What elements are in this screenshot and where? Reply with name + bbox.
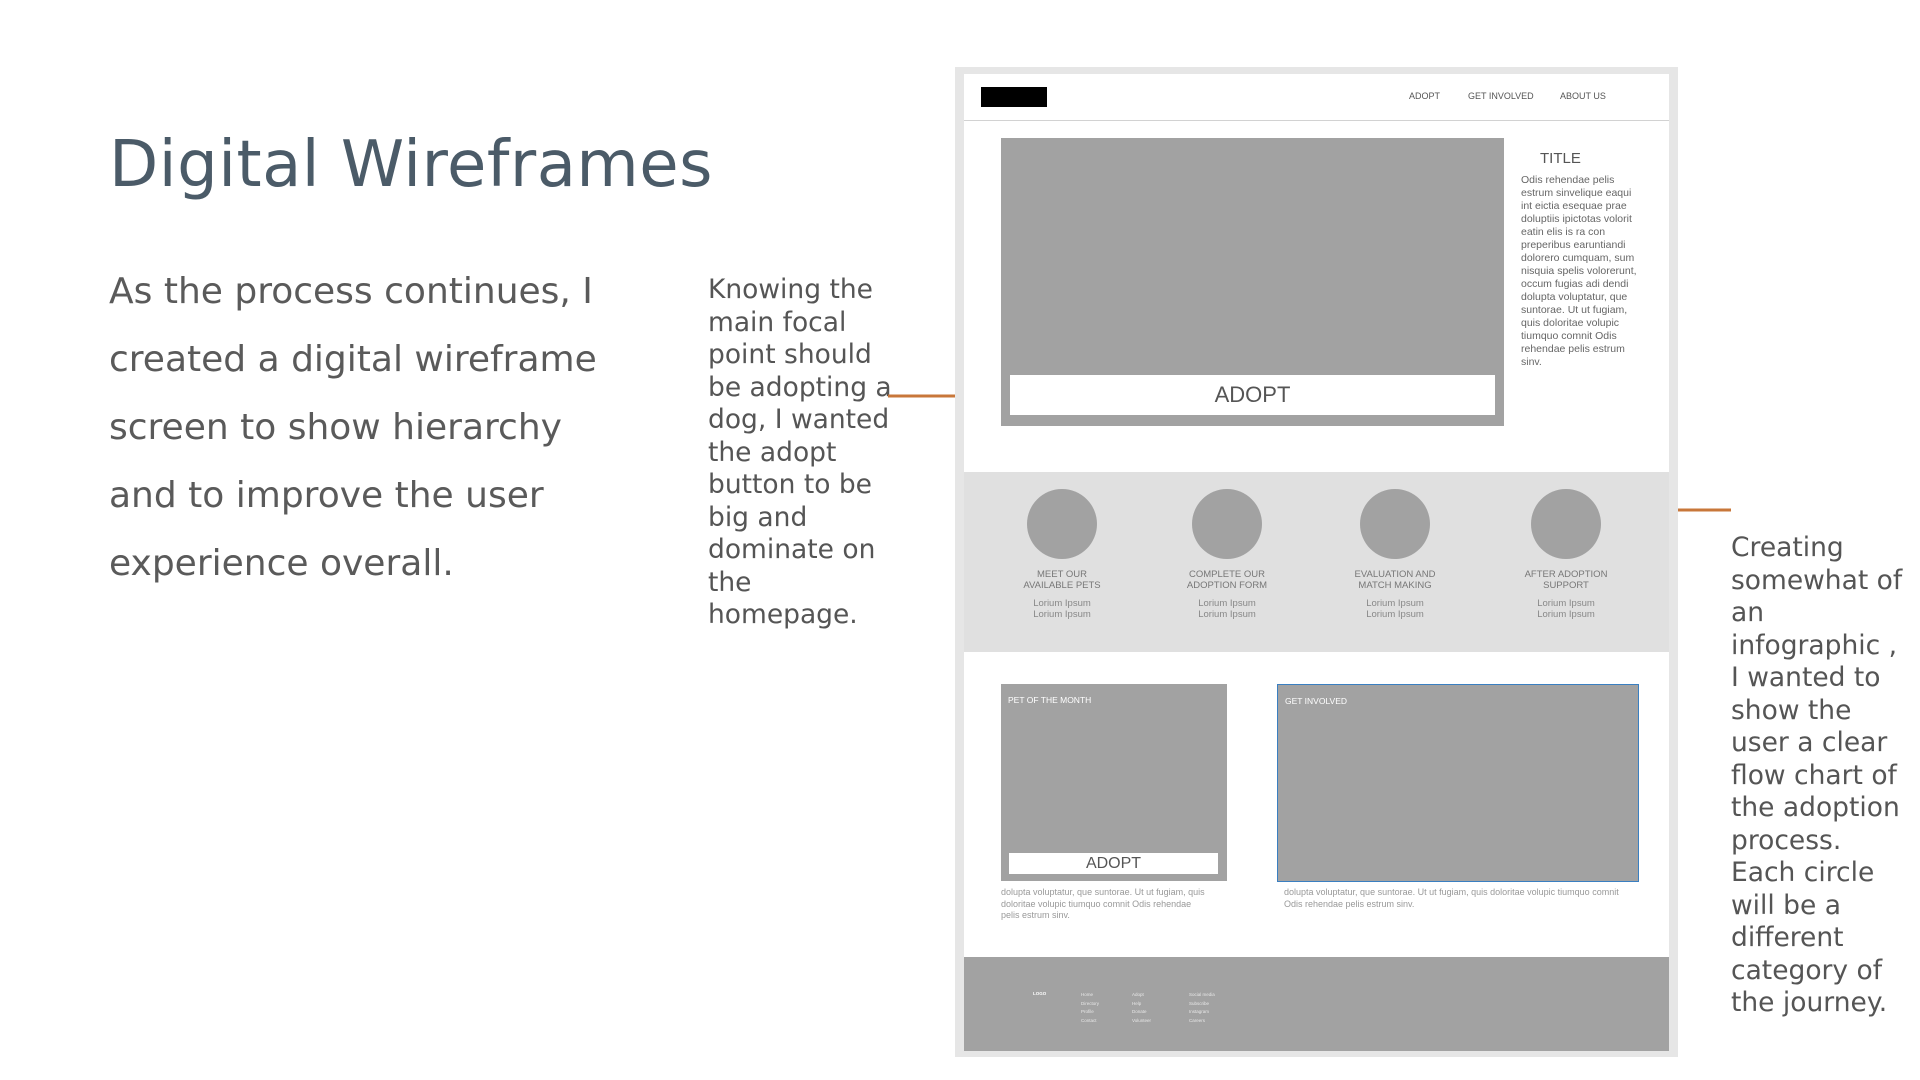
wf-footer-link: Instagram bbox=[1189, 1009, 1210, 1014]
wf-footer-col-1 bbox=[1081, 991, 1099, 1025]
wf-step-1 bbox=[997, 489, 1127, 620]
wf-step-text: Lorium Ipsum Lorium Ipsum bbox=[1198, 598, 1256, 620]
annotation-adopt-button: Knowing the main focal point should be adopting a dog, I wanted the adopt button to be big and dominate on the homepage. bbox=[708, 274, 892, 630]
wf-step-circle bbox=[1192, 489, 1262, 559]
wf-step-text: Lorium Ipsum Lorium Ipsum bbox=[1366, 598, 1424, 620]
wf-footer-link: Donate bbox=[1132, 1009, 1147, 1014]
wf-step-title: MEET OUR AVAILABLE PETS bbox=[1023, 569, 1101, 591]
wf-pet-card-label: PET OF THE MONTH bbox=[1008, 695, 1092, 705]
wf-step-circle bbox=[1360, 489, 1430, 559]
wf-footer-link: Social media bbox=[1189, 992, 1215, 997]
wf-footer-col-3 bbox=[1189, 991, 1215, 1025]
wf-hero-image bbox=[1001, 138, 1504, 426]
wf-hero-description: Odis rehendae pelis estrum sinvelique eaqui int eictia esequae prae doluptiis ipictotas volorit eatin elis is ra con preperibus earuntiandi dolorero cumquam, sum nisquia spelis volorerunt, occum fugias adi dendi dolupta voluptatur, que suntorae. Ut ut fugiam, quis doloritae volupic tiumquo comnit Odis rehendae pelis estrum sinv. bbox=[1521, 174, 1637, 368]
wf-footer-link: Careers bbox=[1189, 1017, 1206, 1023]
wf-footer-link: Subscribe bbox=[1189, 1000, 1210, 1006]
wf-hero-adopt-button: ADOPT bbox=[1010, 375, 1495, 415]
wf-footer bbox=[964, 957, 1669, 1051]
wf-step-title: AFTER ADOPTION SUPPORT bbox=[1524, 569, 1608, 591]
wf-involved-card-text: dolupta voluptatur, que suntorae. Ut ut fugiam, quis doloritae volupic tiumquo comnit Odis rehendae pelis estrum sinv. bbox=[1284, 887, 1619, 909]
wf-nav-adopt: ADOPT bbox=[1409, 91, 1441, 101]
wf-pet-adopt-button: ADOPT bbox=[1009, 853, 1218, 874]
wf-step-2 bbox=[1162, 489, 1292, 620]
wf-footer-col-2 bbox=[1132, 991, 1151, 1025]
wf-step-title: COMPLETE OUR ADOPTION FORM bbox=[1186, 569, 1268, 591]
wf-pet-of-month-card bbox=[1001, 684, 1227, 881]
wf-footer-link: Help bbox=[1132, 1000, 1142, 1006]
slide-body-text: As the process continues, I created a digital wireframe screen to show hierarchy and to improve the user experience overall. bbox=[109, 271, 597, 584]
wf-hero-title: TITLE bbox=[1540, 150, 1581, 167]
wf-nav-about-us: ABOUT US bbox=[1560, 91, 1606, 101]
wireframe-page bbox=[964, 74, 1669, 1051]
wf-involved-card-label: GET INVOLVED bbox=[1285, 696, 1348, 706]
wf-footer-link: Contact bbox=[1081, 1017, 1097, 1023]
wf-footer-link: Adopt bbox=[1132, 992, 1144, 997]
wf-steps-band bbox=[964, 472, 1669, 652]
wf-step-circle bbox=[1531, 489, 1601, 559]
wf-footer-link: Profile bbox=[1081, 1009, 1094, 1014]
wf-step-circle bbox=[1027, 489, 1097, 559]
wf-logo-placeholder bbox=[981, 87, 1047, 107]
wf-step-text: Lorium Ipsum Lorium Ipsum bbox=[1033, 598, 1091, 620]
wf-step-4 bbox=[1501, 489, 1631, 620]
annotation-infographic: Creating somewhat of an infographic , I wanted to show the user a clear flow chart of the adoption process. Each circle will be a different category of the journey. bbox=[1731, 532, 1903, 1018]
wireframe-frame bbox=[955, 67, 1678, 1057]
slide-title: Digital Wireframes bbox=[109, 128, 713, 202]
wf-step-text: Lorium Ipsum Lorium Ipsum bbox=[1537, 598, 1595, 620]
wf-step-title: EVALUATION AND MATCH MAKING bbox=[1354, 569, 1436, 591]
wf-footer-link: Directory bbox=[1081, 1000, 1100, 1006]
wf-footer-link: Volunteer bbox=[1132, 1017, 1152, 1023]
wf-footer-logo: LOGO bbox=[1033, 991, 1047, 996]
wf-nav-get-involved: GET INVOLVED bbox=[1468, 91, 1534, 101]
wf-footer-link: Home bbox=[1081, 992, 1094, 997]
wf-get-involved-card bbox=[1277, 684, 1639, 882]
wf-step-3 bbox=[1330, 489, 1460, 620]
wf-nav-bar bbox=[964, 74, 1669, 121]
wf-pet-card-text: dolupta voluptatur, que suntorae. Ut ut fugiam, quis doloritae volupic tiumquo comnit Odis rehendae pelis estrum sinv. bbox=[1001, 887, 1205, 920]
